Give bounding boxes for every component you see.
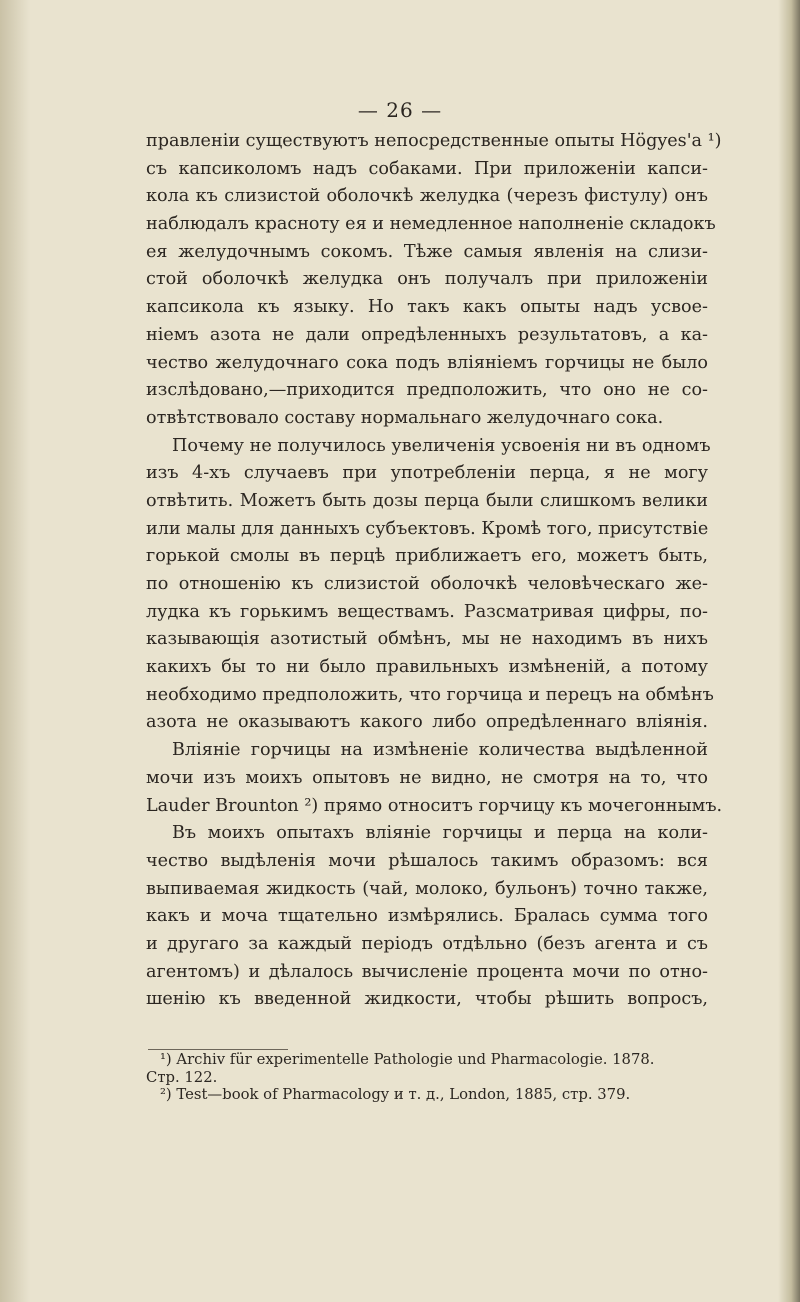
text-line: лудка къ горькимъ веществамъ. Разсматривая цифры, по- bbox=[146, 601, 708, 622]
text-line: азота не оказываютъ какого либо опредѣленнаго вліянія. bbox=[146, 712, 708, 733]
text-line: изъ 4-хъ случаевъ при употребленіи перца, я не могу bbox=[146, 463, 708, 484]
text-line: ея желудочнымъ сокомъ. Тѣже самыя явленія на слизи- bbox=[146, 241, 708, 262]
text-line: какихъ бы то ни было правильныхъ измѣненій, а потому bbox=[146, 657, 708, 678]
footnotes bbox=[146, 1051, 708, 1104]
footnote-divider bbox=[148, 1049, 288, 1050]
text-line: по отношенію къ слизистой оболочкѣ человѣческаго же- bbox=[146, 574, 708, 594]
body-text bbox=[146, 128, 723, 1014]
footnote-line: ²) Test—book of Pharmacology и т. д., London, 1885, стр. 379. bbox=[160, 1086, 631, 1104]
page-right-edge-shadow bbox=[778, 0, 800, 1302]
text-line: стой оболочкѣ желудка онъ получалъ при приложеніи bbox=[146, 269, 708, 290]
text-line: изслѣдовано,—приходится предположить, что оно не со- bbox=[146, 380, 708, 401]
footnote-line: ¹) Archiv für experimentelle Pathologie und Pharmacologie. 1878. bbox=[160, 1051, 655, 1068]
text-line: и другаго за каждый періодъ отдѣльно (безъ агента и съ bbox=[146, 933, 708, 954]
text-line: правленіи существуютъ непосредственные опыты Högyes'a ¹) bbox=[146, 131, 722, 151]
text-line: отвѣтить. Можетъ быть дозы перца были слишкомъ велики bbox=[146, 490, 708, 511]
text-line: Вліяніе горчицы на измѣненіе количества выдѣленной bbox=[172, 740, 708, 761]
text-line: казывающія азотистый обмѣнъ, мы не находимъ въ нихъ bbox=[146, 629, 708, 650]
text-line: или малы для данныхъ субъектовъ. Кромѣ того, присутствіе bbox=[146, 518, 709, 539]
text-line: шенію къ введенной жидкости, чтобы рѣшить вопросъ, bbox=[146, 989, 708, 1010]
text-line: кола къ слизистой оболочкѣ желудка (черезъ фистулу) онъ bbox=[146, 186, 708, 207]
text-line: Lauder Brounton ²) прямо относитъ горчицу къ мочегоннымъ. bbox=[146, 795, 723, 816]
text-line: необходимо предположить, что горчица и перецъ на обмѣнъ bbox=[146, 684, 714, 705]
text-line: наблюдалъ красноту ея и немедленное наполненіе складокъ bbox=[146, 214, 716, 235]
text-line: съ капсиколомъ надъ собаками. При приложеніи капси- bbox=[146, 158, 708, 179]
page-number: — 26 — bbox=[357, 98, 443, 122]
page-left-edge-shadow bbox=[0, 0, 30, 1302]
text-line: горькой смолы въ перцѣ приближаетъ его, можетъ быть, bbox=[146, 546, 708, 567]
text-line: ніемъ азота не дали опредѣленныхъ результатовъ, а ка- bbox=[146, 324, 708, 345]
text-line: какъ и моча тщательно измѣрялись. Бралась сумма того bbox=[146, 906, 708, 927]
text-line: агентомъ) и дѣлалось вычисленіе процента мочи по отно- bbox=[146, 961, 708, 982]
text-line: капсикола къ языку. Но такъ какъ опыты надъ усвое- bbox=[146, 297, 708, 318]
text-line: Въ моихъ опытахъ вліяніе горчицы и перца на коли- bbox=[172, 823, 708, 844]
text-line: чество выдѣленія мочи рѣшалось такимъ образомъ: вся bbox=[146, 850, 708, 871]
text-line: выпиваемая жидкость (чай, молоко, бульонъ) точно также, bbox=[146, 878, 708, 899]
text-line: чество желудочнаго сока подъ вліяніемъ горчицы не было bbox=[146, 352, 708, 373]
text-line: мочи изъ моихъ опытовъ не видно, не смотря на то, что bbox=[146, 767, 708, 788]
text-line: Почему не получилось увеличенія усвоенія ни въ одномъ bbox=[172, 435, 711, 456]
text-line: отвѣтствовало составу нормальнаго желудочнаго сока. bbox=[146, 407, 664, 428]
footnote-line: Стр. 122. bbox=[146, 1068, 218, 1086]
